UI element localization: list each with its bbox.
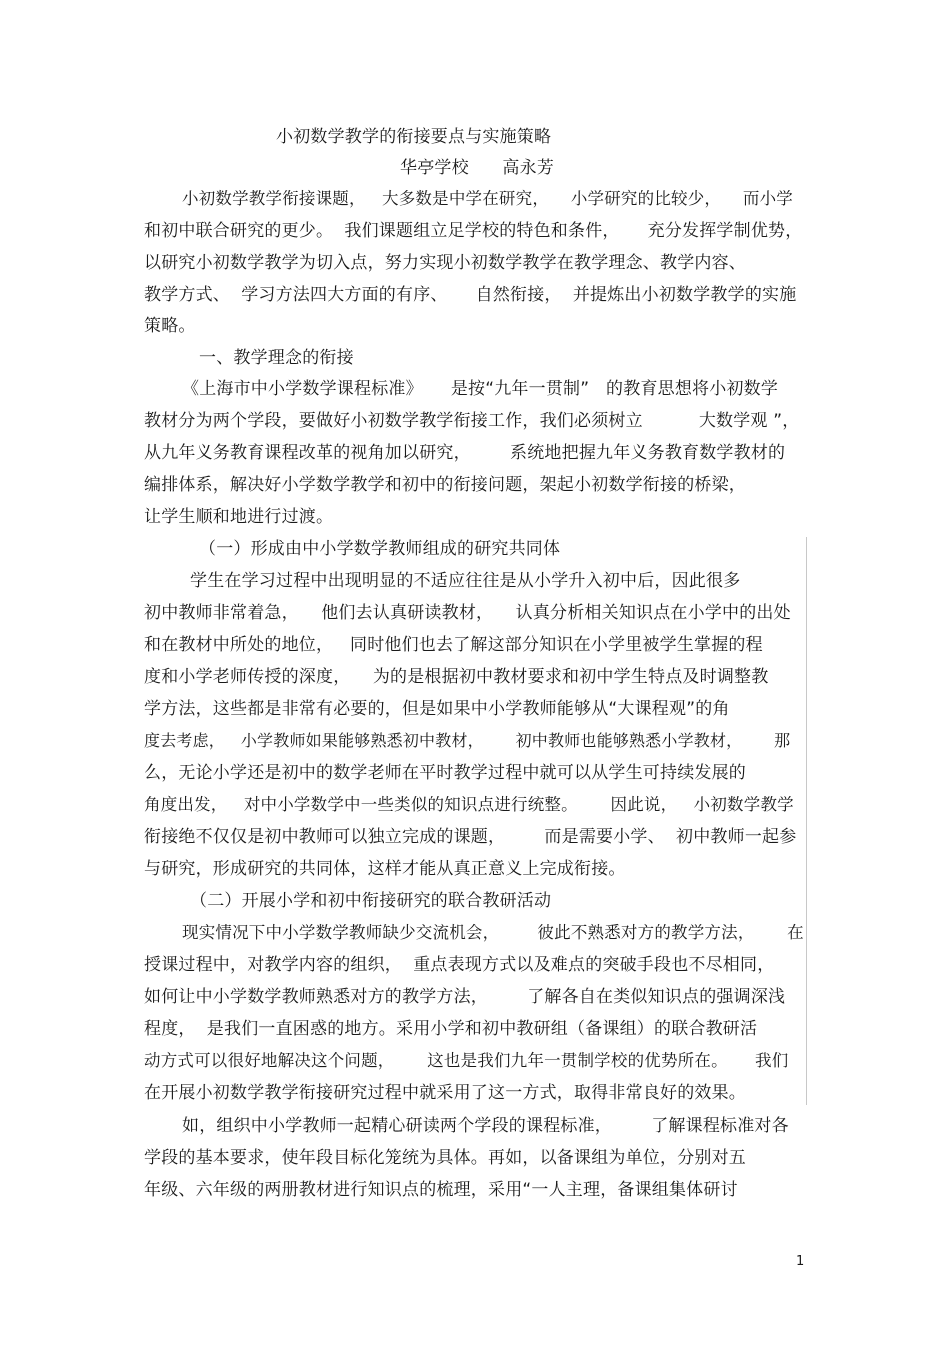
document-title: 小初数学教学的衔接要点与实施策略 <box>276 127 552 147</box>
section-heading: 一、教学理念的衔接 <box>199 348 354 368</box>
margin-rule <box>806 537 807 1105</box>
document-byline: 华亭学校 高永芳 <box>400 158 555 178</box>
text-line: 学生在学习过程中出现明显的不适应往往是从小学升入初中后，因此很多 <box>190 571 741 591</box>
text-line: 策略。 <box>144 316 196 336</box>
text-line: 在开展小初数学教学衔接研究过程中就采用了这一方式，取得非常良好的效果。 <box>144 1083 746 1103</box>
text-line: 么，无论小学还是初中的数学老师在平时教学过程中就可以从学生可持续发展的 <box>144 763 746 783</box>
text-line: 和在教材中所处的地位， 同时他们也去了解这部分知识在小学里被学生掌握的程 <box>144 635 763 655</box>
text-line: 与研究，形成研究的共同体，这样才能从真正意义上完成衔接。 <box>144 859 626 879</box>
text-line: 度和小学老师传授的深度， 为的是根据初中教材要求和初中学生特点及时调整教 <box>144 667 769 687</box>
text-line: 学方法，这些都是非常有必要的，但是如果中小学教师能够从“大课程观”的角 <box>144 699 730 719</box>
text-line: 现实情况下中小学数学教师缺少交流机会， 彼此不熟悉对方的教学方法， 在 <box>182 923 804 942</box>
text-line: 让学生顺和地进行过渡。 <box>144 507 334 527</box>
text-line: 动方式可以很好地解决这个问题， 这也是我们九年一贯制学校的优势所在。 我们 <box>144 1051 789 1070</box>
text-line: 初中教师非常着急， 他们去认真研读教材， 认真分析相关知识点在小学中的出处 <box>144 603 791 623</box>
text-line: 教学方式、 学习方法四大方面的有序、 自然衔接， 并提炼出小初数学教学的实施 <box>144 285 797 305</box>
text-line: 小初数学教学衔接课题， 大多数是中学在研究， 小学研究的比较少， 而小学 <box>182 189 793 208</box>
text-line: 从九年义务教育课程改革的视角加以研究， 系统地把握九年义务教育数学教材的 <box>144 443 786 463</box>
text-line: 《上海市中小学数学课程标准》 是按“九年一贯制” 的教育思想将小初数学 <box>182 379 779 399</box>
text-line: 如，组织中小学教师一起精心研读两个学段的课程标准， 了解课程标准对各 <box>182 1116 789 1136</box>
text-line: 衔接绝不仅仅是初中教师可以独立完成的课题， 而是需要小学、 初中教师一起参 <box>144 827 797 847</box>
subsection-heading: （一）形成由中小学数学教师组成的研究共同体 <box>199 539 561 559</box>
text-line: 编排体系，解决好小学数学教学和初中的衔接问题，架起小初数学衔接的桥梁， <box>144 475 746 495</box>
text-line: 和初中联合研究的更少。 我们课题组立足学校的特色和条件， 充分发挥学制优势， <box>144 221 803 241</box>
text-line: 年级、六年级的两册教材进行知识点的梳理，采用“一人主理，备课组集体研讨 <box>144 1180 738 1200</box>
text-line: 学段的基本要求，使年段目标化笼统为具体。再如，以备课组为单位，分别对五 <box>144 1148 746 1168</box>
page-number: 1 <box>796 1254 805 1269</box>
text-line: 授课过程中，对教学内容的组织， 重点表现方式以及难点的突破手段也不尽相同， <box>144 955 775 975</box>
text-line: 程度， 是我们一直困惑的地方。采用小学和初中教研组（备课组）的联合教研活 <box>144 1019 758 1039</box>
text-line: 度去考虑， 小学教师如果能够熟悉初中教材， 初中教师也能够熟悉小学教材， 那 <box>144 731 791 750</box>
text-line: 角度出发， 对中小学数学中一些类似的知识点进行统整。 因此说， 小初数学教学 <box>144 795 794 814</box>
text-line: 如何让中小学数学教师熟悉对方的教学方法， 了解各自在类似知识点的强调深浅 <box>144 987 786 1007</box>
subsection-heading: （二）开展小学和初中衔接研究的联合教研活动 <box>190 891 552 911</box>
text-line: 以研究小初数学教学为切入点，努力实现小初数学教学在教学理念、教学内容、 <box>144 253 746 273</box>
text-line: 教材分为两个学段，要做好小初数学教学衔接工作，我们必须树立 大数学观 ”， <box>144 411 800 431</box>
